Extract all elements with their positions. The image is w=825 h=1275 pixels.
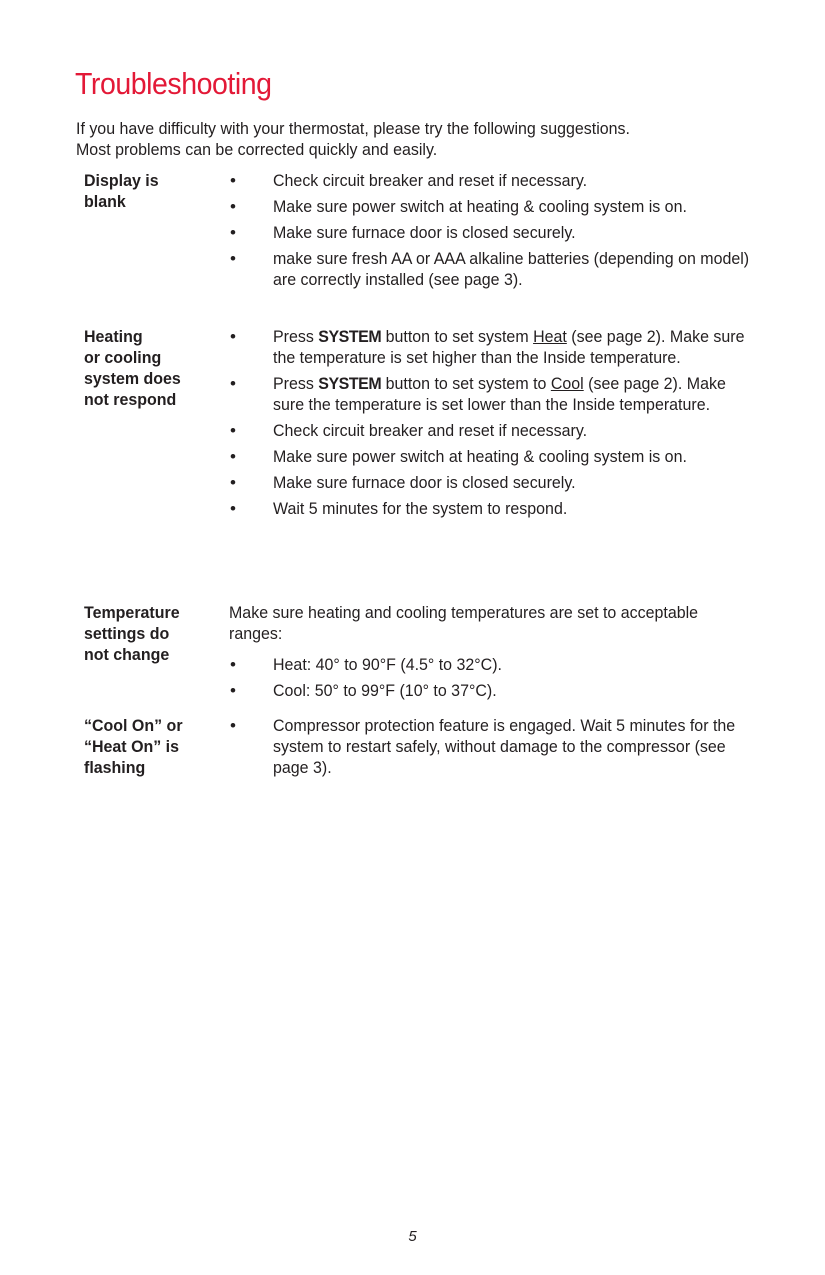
label-line: blank: [84, 192, 126, 211]
bullet-icon: •: [230, 223, 236, 242]
label-line: or cooling: [84, 348, 162, 367]
item-text: Cool: 50° to 99°F (10° to 37°C).: [273, 681, 497, 700]
list-item: [230, 498, 750, 519]
item-text: Make sure power switch at heating & cooling system is on.: [273, 197, 687, 216]
item-text: Check circuit breaker and reset if necessary.: [273, 421, 588, 440]
bullet-icon: •: [230, 374, 236, 393]
item-text: Make sure power switch at heating & cooling system is on.: [273, 447, 687, 466]
item-text: Wait 5 minutes for the system to respond.: [273, 499, 568, 518]
text-run: (see page 2). Make sure the temperature is set higher than the Inside temperature.: [273, 327, 745, 367]
system-keyword: SYSTEM: [318, 327, 382, 346]
list-item: [230, 654, 750, 675]
bullet-icon: •: [230, 499, 236, 518]
solution-list: [230, 715, 750, 783]
label-line: settings do: [84, 624, 170, 643]
text-run: button to set system to: [381, 374, 551, 393]
bullet-icon: •: [230, 249, 236, 268]
label-line: Temperature: [84, 603, 180, 622]
list-item: [230, 446, 750, 467]
problem-label: [84, 715, 206, 778]
intro-line-2: Most problems can be corrected quickly and easily.: [76, 140, 438, 159]
solution-paragraph: Make sure heating and cooling temperatures are set to acceptable ranges:: [229, 603, 699, 643]
problem-label: [84, 170, 206, 212]
list-item: [230, 715, 750, 778]
solution-list: [230, 654, 750, 706]
mode-heat: Heat: [533, 327, 567, 346]
text-run: Press: [273, 374, 319, 393]
item-text: Check circuit breaker and reset if necessary.: [273, 171, 588, 190]
label-line: system does: [84, 369, 181, 388]
item-text: Compressor protection feature is engaged. Wait 5 minutes for the system to restart safely, without damage to the compressor (see page 3).: [273, 716, 736, 777]
bullet-icon: •: [230, 171, 236, 190]
bullet-icon: •: [230, 421, 236, 440]
system-keyword: SYSTEM: [318, 374, 382, 393]
label-line: not respond: [84, 390, 177, 409]
list-item: [230, 420, 750, 441]
problem-label: [84, 326, 206, 410]
item-text: Make sure furnace door is closed securely.: [273, 473, 576, 492]
text-run: Press: [273, 327, 319, 346]
page-title: Troubleshooting: [75, 66, 272, 101]
list-item: [230, 170, 750, 191]
solution-list: [230, 326, 750, 524]
solution-list: [230, 170, 750, 295]
item-text: [273, 326, 752, 368]
item-text: Make sure furnace door is closed securely.: [273, 223, 576, 242]
item-text: [273, 373, 752, 415]
item-text: Heat: 40° to 90°F (4.5° to 32°C).: [273, 655, 502, 674]
bullet-icon: •: [230, 473, 236, 492]
label-line: “Cool On” or: [84, 716, 183, 735]
intro-text: [76, 118, 734, 160]
bullet-icon: •: [230, 716, 236, 735]
text-run: button to set system: [381, 327, 534, 346]
mode-cool: Cool: [550, 374, 584, 393]
bullet-icon: •: [230, 447, 236, 466]
label-line: “Heat On” is: [84, 737, 180, 756]
list-item: [230, 472, 750, 493]
label-line: flashing: [84, 758, 146, 777]
list-item: [230, 248, 750, 290]
text-run: (see page 2). Make sure the temperature is set lower than the Inside temperature.: [273, 374, 726, 414]
item-text: make sure fresh AA or AAA alkaline batteries (depending on model) are correctly installed (see page 3).: [273, 249, 750, 289]
list-item: [230, 680, 750, 701]
intro-line-1: If you have difficulty with your thermostat, please try the following suggestions.: [76, 119, 630, 138]
bullet-icon: •: [230, 681, 236, 700]
list-item: [230, 222, 750, 243]
list-item: [230, 326, 750, 368]
bullet-icon: •: [230, 197, 236, 216]
page-number: 5: [408, 1228, 417, 1245]
bullet-icon: •: [230, 327, 236, 346]
label-line: not change: [84, 645, 170, 664]
label-line: Display is: [84, 171, 159, 190]
label-line: Heating: [84, 327, 143, 346]
list-item: [230, 196, 750, 217]
list-item: [230, 373, 750, 415]
problem-label: [84, 602, 206, 665]
bullet-icon: •: [230, 655, 236, 674]
